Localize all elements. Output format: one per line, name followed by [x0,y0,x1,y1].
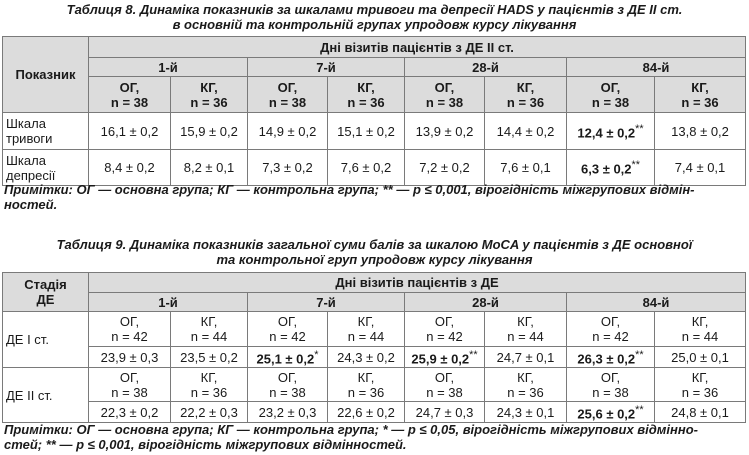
table9-group-og: ОГ, n = 38 [567,368,655,402]
table9-caption-line1: Таблиця 9. Динаміка показників загальної суми балів за шкалою MoCA у пацієнтів з ДЕ основної [56,237,693,252]
table8-day-1: 1-й [89,58,248,77]
table9 [2,272,746,423]
table8-row-label: Шкала тривоги [3,113,89,150]
table9-caption-line2: та контрольної груп упродовж курсу лікування [216,252,533,267]
table-cell: 25,9 ± 0,2** [405,347,485,368]
table-cell: 16,1 ± 0,2 [89,113,171,150]
table9-stage-label: ДЕ I ст. [3,312,89,368]
table-cell: 6,3 ± 0,2** [567,150,655,186]
table9-group-kg: КГ, n = 36 [171,368,248,402]
table8-note-line2: ностей. [4,197,58,212]
table8-caption-line1: Таблиця 8. Динаміка показників за шкалами тривоги та депресії HADS у пацієнтів з ДЕ II ст. [66,2,683,17]
table-cell: 22,3 ± 0,2 [89,402,171,423]
table8-day-7: 7-й [248,58,405,77]
table9-group-og: ОГ, n = 42 [89,312,171,347]
table8-group-og: ОГ, n = 38 [248,77,328,113]
table8 [2,36,746,186]
table9-group-og: ОГ, n = 38 [89,368,171,402]
table-cell: 13,9 ± 0,2 [405,113,485,150]
table9-note-line1: Примітки: ОГ — основна група; КГ — контрольна група; * — p ≤ 0,05, вірогідність міжгрупових відмінно- [4,422,699,437]
table-cell: 7,3 ± 0,2 [248,150,328,186]
table9-group-og: ОГ, n = 42 [248,312,328,347]
table8-note-line1: Примітки: ОГ — основна група; КГ — контрольна група; ** — p ≤ 0,001, вірогідність міжгрупових відмін- [4,182,695,197]
table9-group-og: ОГ, n = 42 [567,312,655,347]
table8-group-og: ОГ, n = 38 [89,77,171,113]
table8-group-og: ОГ, n = 38 [405,77,485,113]
table9-day-84: 84-й [567,293,746,312]
table-row [3,347,746,368]
significance-mark: ** [631,159,640,172]
table-cell: 13,8 ± 0,2 [655,113,746,150]
table8-group-kg: КГ, n = 36 [485,77,567,113]
table9-group-kg: КГ, n = 36 [655,368,746,402]
table8-caption-line2: в основній та контрольній групах упродовж курсу лікування [172,17,577,32]
table9-note-line2: стей; ** — p ≤ 0,001, вірогідність міжгрупових відмінностей. [4,437,407,452]
table-cell: 24,7 ± 0,1 [485,347,567,368]
table-row [3,150,746,186]
table-cell: 23,2 ± 0,3 [248,402,328,423]
table9-group-og: ОГ, n = 42 [405,312,485,347]
significance-mark: ** [635,122,644,135]
table-cell: 14,4 ± 0,2 [485,113,567,150]
table9-group-og: ОГ, n = 38 [248,368,328,402]
table-row [3,402,746,423]
table8-day-28: 28-й [405,58,567,77]
table9-stage-label: ДЕ II ст. [3,368,89,423]
table-cell: 24,3 ± 0,1 [485,402,567,423]
table9-group-kg: КГ, n = 44 [328,312,405,347]
table8-row-label: Шкала депресії [3,150,89,186]
table-cell: 12,4 ± 0,2** [567,113,655,150]
table8-group-og: ОГ, n = 38 [567,77,655,113]
table9-header-visits: Дні візитів пацієнтів з ДЕ [89,273,746,293]
significance-mark: ** [469,348,478,361]
table9-group-kg: КГ, n = 44 [171,312,248,347]
table9-group-og: ОГ, n = 38 [405,368,485,402]
table8-header-visits: Дні візитів пацієнтів з ДЕ II ст. [89,37,746,58]
table-cell: 26,3 ± 0,2** [567,347,655,368]
table8-group-kg: КГ, n = 36 [171,77,248,113]
table9-header-stage: Стадія ДЕ [3,273,89,312]
table-cell: 7,6 ± 0,2 [328,150,405,186]
table-cell: 8,4 ± 0,2 [89,150,171,186]
table-cell: 22,6 ± 0,2 [328,402,405,423]
table9-group-kg: КГ, n = 44 [485,312,567,347]
table-row [3,312,746,347]
table-cell: 7,4 ± 0,1 [655,150,746,186]
table9-group-kg: КГ, n = 36 [328,368,405,402]
table-cell: 24,3 ± 0,2 [328,347,405,368]
table-cell: 7,6 ± 0,1 [485,150,567,186]
table9-group-kg: КГ, n = 44 [655,312,746,347]
table-cell: 7,2 ± 0,2 [405,150,485,186]
significance-mark: ** [635,403,644,416]
table8-header-indicator: Показник [3,37,89,113]
table-cell: 25,6 ± 0,2** [567,402,655,423]
table9-day-7: 7-й [248,293,405,312]
table-cell: 25,1 ± 0,2* [248,347,328,368]
table9-group-kg: КГ, n = 36 [485,368,567,402]
table-row [3,113,746,150]
table-row [3,368,746,402]
table-cell: 23,9 ± 0,3 [89,347,171,368]
table8-group-kg: КГ, n = 36 [655,77,746,113]
table-cell: 24,7 ± 0,3 [405,402,485,423]
table-cell: 15,1 ± 0,2 [328,113,405,150]
table8-day-84: 84-й [567,58,746,77]
table-cell: 15,9 ± 0,2 [171,113,248,150]
significance-mark: * [314,348,319,361]
table9-day-28: 28-й [405,293,567,312]
table-cell: 23,5 ± 0,2 [171,347,248,368]
table-cell: 8,2 ± 0,1 [171,150,248,186]
table-cell: 25,0 ± 0,1 [655,347,746,368]
table-cell: 24,8 ± 0,1 [655,402,746,423]
table-cell: 14,9 ± 0,2 [248,113,328,150]
table9-day-1: 1-й [89,293,248,312]
table-cell: 22,2 ± 0,3 [171,402,248,423]
significance-mark: ** [635,348,644,361]
table8-group-kg: КГ, n = 36 [328,77,405,113]
